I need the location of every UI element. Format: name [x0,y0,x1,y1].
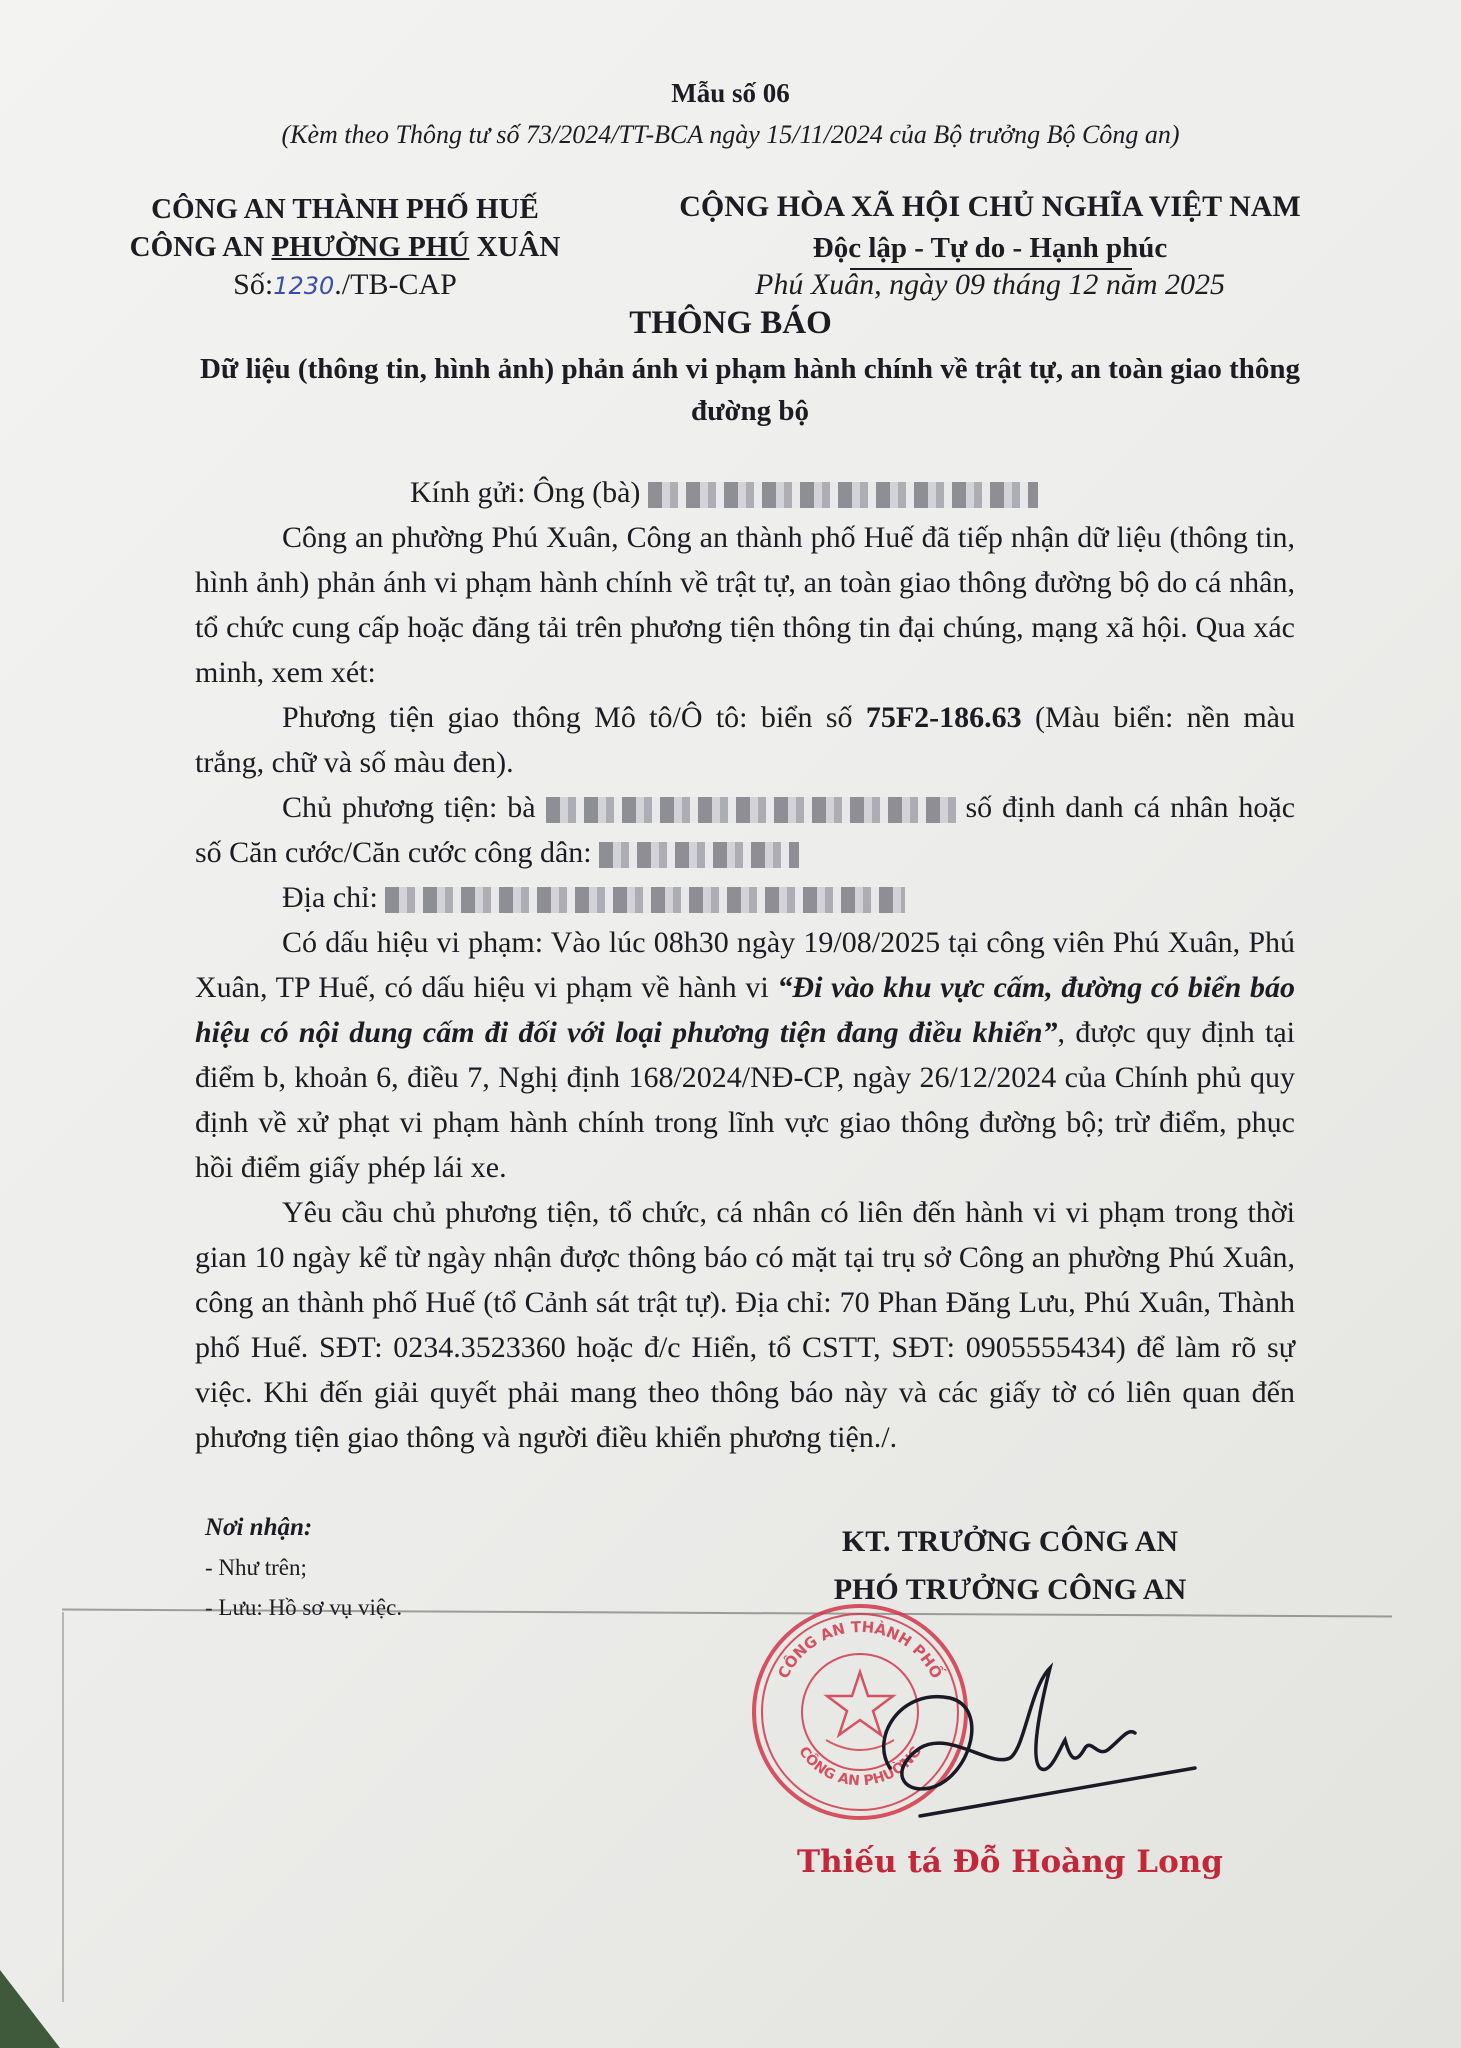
vehicle-suffix: (Màu biển: nền màu trắng, chữ và số màu đen). [195,701,1295,779]
agency-line-1: CÔNG AN THÀNH PHỐ HUẾ [151,193,539,225]
owner-suffix: số định danh cá nhân hoặc số Căn cước/Căn cước công dân: [195,791,1296,869]
form-number: Mẫu số 06 [671,78,790,108]
national-title: CỘNG HÒA XÃ HỘI CHỦ NGHĨA VIỆT NAM [679,190,1301,223]
paper-crease-vertical [62,1612,64,2002]
owner-prefix: Chủ phương tiện: bà [282,791,536,824]
redacted-name [648,482,1038,508]
recipient-item: - Lưu: Hồ sơ vụ việc. [205,1595,403,1620]
address-label: Địa chỉ: [282,881,378,914]
vehicle-prefix: Phương tiện giao thông Mô tô/Ô tô: biển số [282,701,866,734]
signer-title-2: PHÓ TRƯỞNG CÔNG AN [833,1573,1187,1606]
recipient-item: - Như trên; [205,1555,307,1580]
intro-paragraph: Công an phường Phú Xuân, Công an thành phố Huế đã tiếp nhận dữ liệu (thông tin, hình ảnh) phản ánh vi phạm hành chính về trật tự, an toàn giao thông đường bộ do cá nhân, tổ chức cung cấp hoặc đăng tải trên phương tiện thông tin đại chúng, mạng xã hội. Qua xác minh, xem xét: [195,521,1295,689]
issuing-agency [90,190,600,266]
doc-number-suffix: ./TB-CAP [334,268,457,301]
stamp-text-top: CÔNG AN THÀNH PHỐ [774,1617,946,1682]
national-motto: Độc lập - Tự do - Hạnh phúc [812,232,1168,264]
redacted-address [385,887,905,913]
violation-behavior: “Đi vào khu vực cấm, đường có biển báo hiệu có nội dung cấm đi đối với loại phương tiện đang điều khiển” [195,971,1295,1049]
doc-number-prefix: Số: [233,268,274,301]
doc-number-handwritten: 1230 [273,272,335,300]
signer-title-1: KT. TRƯỞNG CÔNG AN [841,1525,1179,1558]
stamp-text-bottom: CÔNG AN PHƯỜNG [795,1743,925,1790]
handwritten-signature [860,1648,1200,1828]
signer-name: Thiếu tá Đỗ Hoàng Long [797,1844,1223,1880]
salutation [195,470,1295,515]
document-number [90,268,600,302]
document-title: THÔNG BÁO [629,305,832,341]
redacted-id [599,842,799,868]
salutation-text: Kính gửi: Ông (bà) [410,476,641,509]
document-subtitle: Dữ liệu (thông tin, hình ảnh) phản ánh vi phạm hành chính về trật tự, an toàn giao thông đường bộ [199,353,1301,427]
agency-line-2-suffix: XUÂN [469,231,561,263]
document-body [195,470,1295,1460]
recipients-heading: Nơi nhận: [205,1514,313,1541]
request-paragraph: Yêu cầu chủ phương tiện, tổ chức, cá nhân có liên đến hành vi vi phạm trong thời gian 10 ngày kể từ ngày nhận được thông báo có mặt tại trụ sở Công an phường Phú Xuân, công an thành phố Huế (tổ Cảnh sát trật tự). Địa chỉ: 70 Phan Đăng Lưu, Phú Xuân, Thành phố Huế. SĐT: 0234.3523360 hoặc đ/c Hiển, tổ CSTT, SĐT: 0905555434) để làm rõ sự việc. Khi đến giải quyết phải mang theo thông báo này và các giấy tờ có liên quan đến phương tiện giao thông và người điều khiển phương tiện./. [195,1196,1295,1454]
owner-paragraph [195,785,1295,875]
address-paragraph [195,875,1295,920]
vehicle-paragraph [195,695,1295,785]
place-date: Phú Xuân, ngày 09 tháng 12 năm 2025 [755,268,1225,301]
violation-prefix: Có dấu hiệu vi phạm: Vào lúc 08h30 ngày 19/08/2025 tại công viên Phú Xuân, Phú Xuân, TP Huế, có dấu hiệu vi phạm về hành vi [195,926,1295,1004]
agency-line-2-prefix: CÔNG AN [129,231,272,263]
agency-line-2 [90,228,600,266]
redacted-owner [546,797,956,823]
violation-paragraph [195,920,1295,1190]
violation-suffix: , được quy định tại điểm b, khoản 6, điều 7, Nghị định 168/2024/NĐ-CP, ngày 26/12/2024 của Chính phủ quy định về xử phạt vi phạm hành chính trong lĩnh vực giao thông đường bộ; trừ điểm, phục hồi điểm giấy phép lái xe. [195,1016,1295,1184]
form-reference: (Kèm theo Thông tư số 73/2024/TT-BCA ngày 15/11/2024 của Bộ trưởng Bộ Công an) [281,120,1180,149]
agency-line-2-underlined: PHƯỜNG PHÚ [271,231,470,263]
license-plate: 75F2-186.63 [865,701,1022,734]
